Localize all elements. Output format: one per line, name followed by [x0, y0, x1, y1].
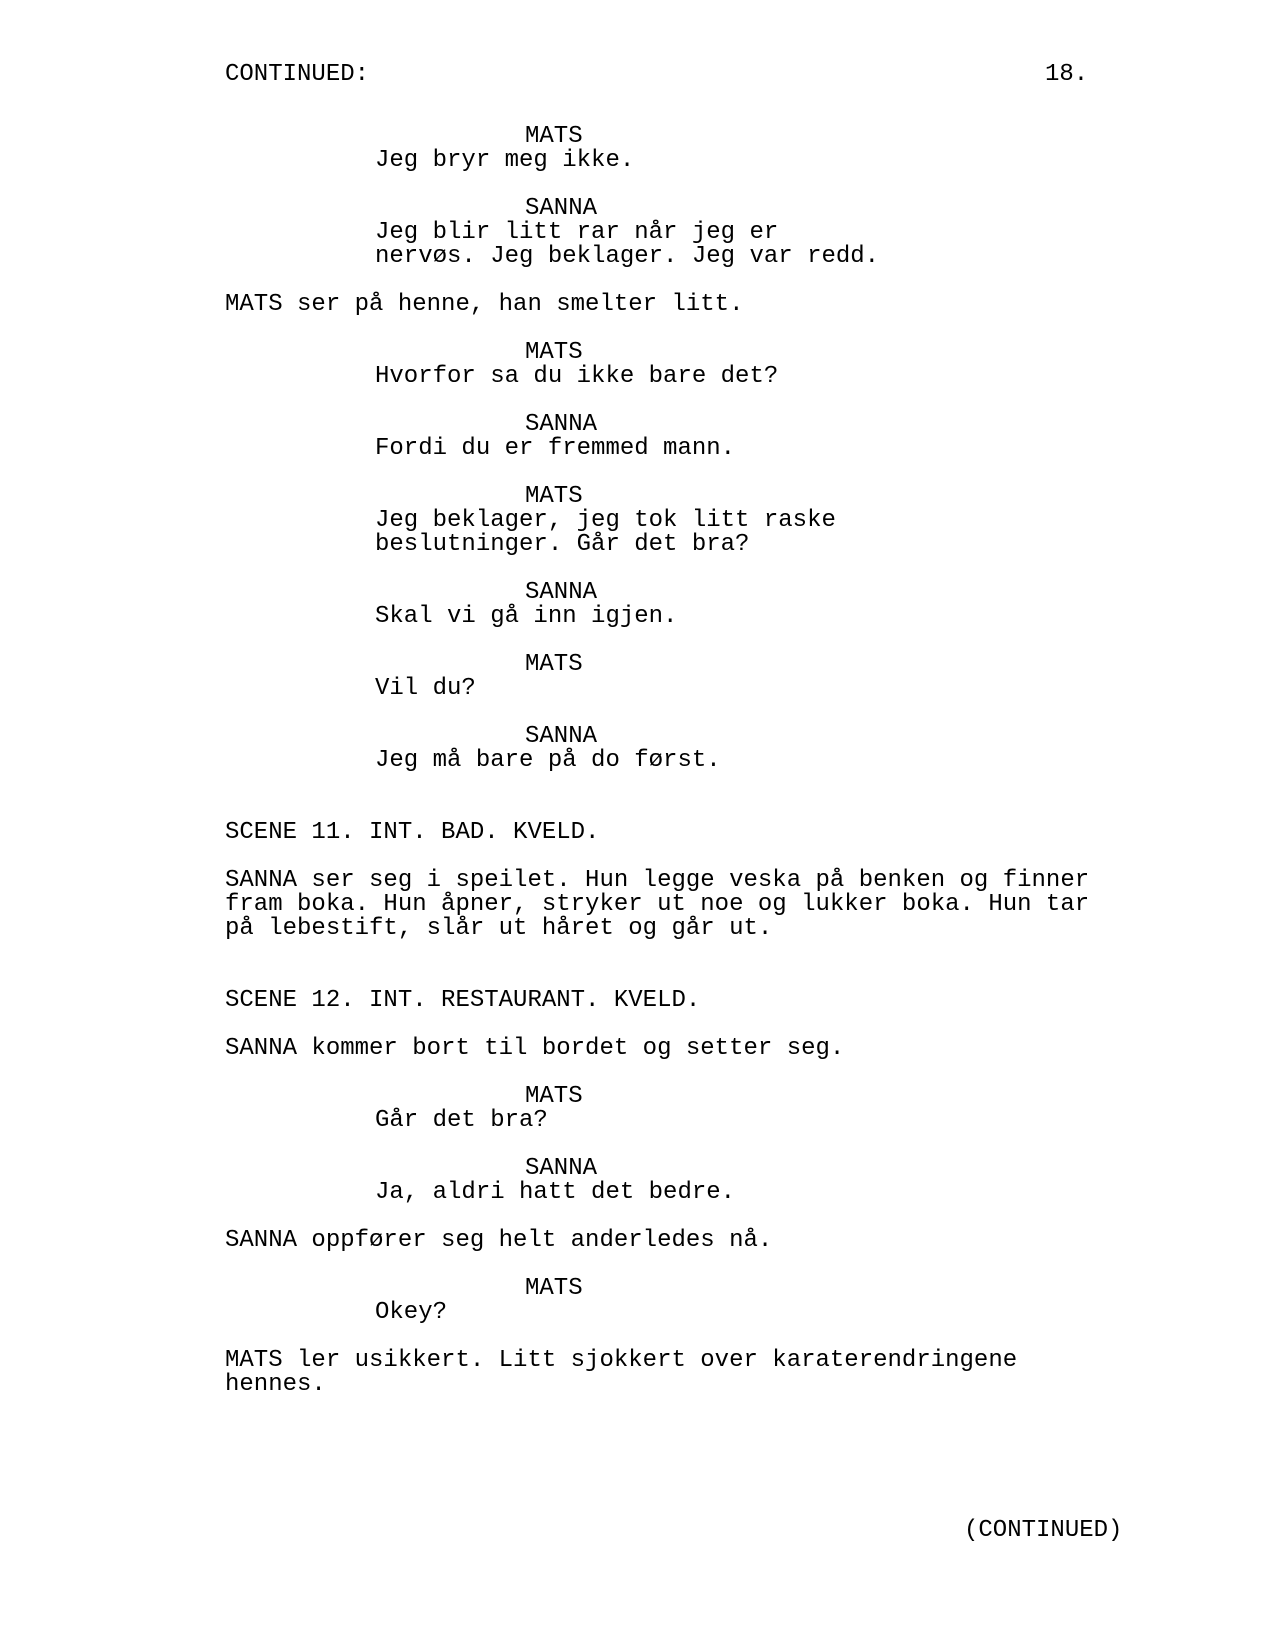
action-line: SANNA kommer bort til bordet og setter seg.: [225, 1035, 845, 1062]
dialogue-line: beslutninger. Går det bra?: [375, 531, 750, 558]
character-name: MATS: [525, 651, 583, 678]
character-name: MATS: [525, 339, 583, 366]
action-line: SANNA ser seg i speilet. Hun legge veska på benken og finner: [225, 867, 1090, 894]
dialogue-line: Ja, aldri hatt det bedre.: [375, 1179, 736, 1206]
dialogue-line: Skal vi gå inn igjen.: [375, 603, 678, 630]
character-name: SANNA: [525, 195, 598, 222]
dialogue-line: Går det bra?: [375, 1107, 548, 1134]
continued-header: CONTINUED:: [225, 61, 370, 88]
dialogue-line: Jeg beklager, jeg tok litt raske: [375, 507, 836, 534]
action-line: SANNA oppfører seg helt anderledes nå.: [225, 1227, 773, 1254]
continued-footer: (CONTINUED): [964, 1517, 1123, 1544]
action-line: hennes.: [225, 1371, 326, 1398]
character-name: MATS: [525, 1275, 583, 1302]
page-number: 18.: [1045, 61, 1089, 88]
character-name: SANNA: [525, 1155, 598, 1182]
dialogue-line: Jeg må bare på do først.: [375, 747, 721, 774]
character-name: SANNA: [525, 579, 598, 606]
action-line: fram boka. Hun åpner, stryker ut noe og lukker boka. Hun tar: [225, 891, 1090, 918]
action-line: MATS ser på henne, han smelter litt.: [225, 291, 744, 318]
scene-heading: SCENE 11. INT. BAD. KVELD.: [225, 819, 600, 846]
character-name: MATS: [525, 123, 583, 150]
dialogue-line: Vil du?: [375, 675, 476, 702]
dialogue-line: Jeg blir litt rar når jeg er: [375, 219, 779, 246]
scene-heading: SCENE 12. INT. RESTAURANT. KVELD.: [225, 987, 701, 1014]
action-line: MATS ler usikkert. Litt sjokkert over karaterendringene: [225, 1347, 1018, 1374]
dialogue-line: Okey?: [375, 1299, 448, 1326]
dialogue-line: Fordi du er fremmed mann.: [375, 435, 736, 462]
character-name: MATS: [525, 483, 583, 510]
character-name: SANNA: [525, 411, 598, 438]
dialogue-line: Hvorfor sa du ikke bare det?: [375, 363, 779, 390]
character-name: SANNA: [525, 723, 598, 750]
dialogue-line: nervøs. Jeg beklager. Jeg var redd.: [375, 243, 880, 270]
action-line: på lebestift, slår ut håret og går ut.: [225, 915, 773, 942]
character-name: MATS: [525, 1083, 583, 1110]
dialogue-line: Jeg bryr meg ikke.: [375, 147, 635, 174]
